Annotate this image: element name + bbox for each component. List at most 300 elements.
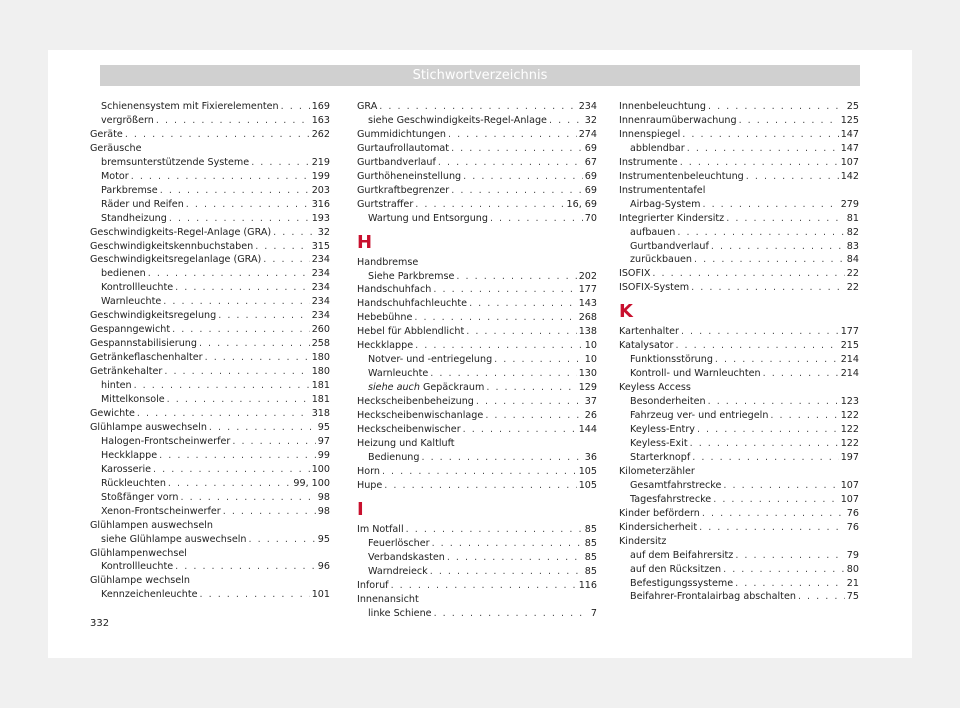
entry-label: Keyless-Entry (630, 424, 695, 436)
entry-page-ref: 76 (846, 521, 859, 533)
entry-page-ref: 26 (584, 410, 597, 422)
index-subentry (90, 198, 330, 212)
index-letter-heading: K (619, 301, 633, 323)
entry-page-ref: 138 (578, 326, 597, 338)
entry-prefix: siehe auch (368, 382, 420, 394)
entry-label: Getränkehalter (90, 366, 163, 378)
dot-leader (186, 198, 310, 212)
index-subentry (619, 493, 859, 507)
entry-label: siehe Geschwindigkeits-Regel-Anlage (368, 114, 547, 126)
entry-label: siehe Glühlampe auswechseln (101, 533, 247, 545)
dot-leader (469, 297, 577, 311)
entry-label: Gurtstraffer (357, 198, 414, 210)
dot-leader (476, 395, 583, 409)
dot-leader (448, 128, 577, 142)
index-subentry (90, 295, 330, 309)
index-subentry (90, 212, 330, 226)
entry-label: Heckscheibenbeheizung (357, 396, 474, 408)
entry-label: aufbauen (630, 226, 676, 238)
index-subentry (357, 381, 597, 395)
index-entry (357, 256, 597, 270)
entry-label: Im Notfall (357, 523, 404, 535)
index-subentry (357, 451, 597, 465)
dot-leader (148, 267, 310, 281)
dot-leader (415, 339, 583, 353)
entry-label: Feuerlöscher (368, 537, 430, 549)
entry-label: Besonderheiten (630, 396, 706, 408)
entry-label: Gurthöheneinstellung (357, 170, 462, 182)
entry-label: Glühlampen auswechseln (90, 519, 213, 531)
entry-label: Geräte (90, 128, 123, 140)
index-subentry (90, 435, 330, 449)
entry-page-ref: 279 (840, 198, 859, 210)
dot-leader (652, 267, 844, 281)
entry-label: Hebel für Abblendlicht (357, 326, 465, 338)
dot-leader (432, 537, 583, 551)
entry-page-ref: 69 (584, 170, 597, 182)
index-column-1 (90, 100, 330, 602)
entry-page-ref: 85 (584, 537, 597, 549)
dot-leader (255, 240, 310, 254)
entry-label: Katalysator (619, 340, 674, 352)
entry-page-ref: 215 (840, 340, 859, 352)
dot-leader (200, 588, 310, 602)
entry-label: Glühlampe auswechseln (90, 421, 207, 433)
index-entry (357, 479, 597, 493)
entry-label: Kilometerzähler (619, 465, 695, 477)
index-entry (619, 114, 859, 128)
index-entry (619, 521, 859, 535)
entry-label: Gurtkraftbegrenzer (357, 184, 450, 196)
index-entry (90, 519, 330, 533)
dot-leader (763, 367, 839, 381)
entry-label: Glühlampenwechsel (90, 547, 187, 559)
dot-leader (447, 551, 583, 565)
entry-page-ref: 99, 100 (293, 477, 330, 489)
entry-label: linke Schiene (368, 607, 432, 619)
index-subentry (90, 505, 330, 519)
index-subentry (357, 212, 597, 226)
index-subentry (619, 409, 859, 423)
index-subentry (619, 353, 859, 367)
entry-label: Integrierter Kindersitz (619, 212, 725, 224)
index-entry (619, 535, 859, 549)
index-subentry (619, 226, 859, 240)
entry-page-ref: 147 (840, 128, 859, 140)
entry-label: Kontrollleuchte (101, 282, 174, 294)
entry-label: Keyless-Exit (630, 437, 688, 449)
dot-leader (125, 128, 310, 142)
entry-page-ref: 116 (578, 579, 597, 591)
entry-page-ref: 181 (311, 394, 330, 406)
entry-label: Instrumente (619, 156, 678, 168)
dot-leader (691, 281, 845, 295)
entry-page-ref: 82 (846, 226, 859, 238)
entry-page-ref: 274 (578, 128, 597, 140)
entry-label: Gurtbandverlauf (630, 240, 709, 252)
entry-page-ref: 98 (317, 491, 330, 503)
dot-leader (690, 437, 839, 451)
entry-label: Geschwindigkeits-Regel-Anlage (GRA) (90, 226, 272, 238)
index-subentry (90, 533, 330, 547)
entry-label: Handschuhfach (357, 284, 432, 296)
entry-page-ref: 69 (584, 142, 597, 154)
dot-leader (384, 479, 576, 493)
dot-leader (434, 607, 589, 621)
entry-label: Halogen-Frontscheinwerfer (101, 435, 231, 447)
index-subentry (619, 563, 859, 577)
dot-leader (675, 339, 838, 353)
index-subentry (90, 588, 330, 602)
entry-page-ref: 214 (840, 368, 859, 380)
entry-page-ref: 177 (578, 284, 597, 296)
dot-leader (281, 100, 310, 114)
entry-label: Kindersitz (619, 535, 667, 547)
entry-label: Rückleuchten (101, 477, 166, 489)
entry-page-ref: 80 (846, 563, 859, 575)
dot-leader (175, 281, 310, 295)
dot-leader (699, 521, 845, 535)
entry-label: Fahrzeug ver- und entriegeln (630, 410, 769, 422)
entry-label: Kennzeichenleuchte (101, 589, 198, 601)
entry-label: Notver- und -entriegelung (368, 354, 493, 366)
index-column-2 (357, 100, 597, 620)
entry-label: Warndreieck (368, 565, 428, 577)
entry-page-ref: 268 (578, 312, 597, 324)
index-entry (90, 142, 330, 156)
dot-leader (379, 100, 576, 114)
entry-label: Gespannstabilisierung (90, 338, 197, 350)
entry-page-ref: 105 (578, 479, 597, 491)
index-subentry (619, 479, 859, 493)
entry-label (368, 381, 484, 395)
entry-page-ref: 130 (578, 368, 597, 380)
index-subentry (619, 253, 859, 267)
index-subentry (619, 437, 859, 451)
dot-leader (163, 295, 309, 309)
dot-leader (486, 381, 576, 395)
index-entry (90, 337, 330, 351)
index-subentry (619, 549, 859, 563)
index-entry (357, 437, 597, 451)
entry-label: Wartung und Entsorgung (368, 212, 488, 224)
index-entry (357, 128, 597, 142)
dot-leader (702, 507, 845, 521)
dot-leader (715, 353, 839, 367)
entry-label: Räder und Reifen (101, 198, 184, 210)
index-entry (90, 226, 330, 240)
entry-label: Motor (101, 170, 129, 182)
entry-page-ref: 234 (311, 282, 330, 294)
entry-page-ref: 100 (311, 463, 330, 475)
index-entry (90, 407, 330, 421)
index-subentry (619, 395, 859, 409)
entry-label: Handschuhfachleuchte (357, 298, 468, 310)
index-entry (90, 574, 330, 588)
index-subentry (619, 240, 859, 254)
entry-label: GRA (357, 101, 378, 112)
entry-page-ref: 199 (311, 170, 330, 182)
index-subentry (90, 100, 330, 114)
index-subentry (619, 142, 859, 156)
index-subentry (357, 551, 597, 565)
index-entry (357, 593, 597, 607)
entry-page-ref: 75 (846, 591, 859, 603)
entry-page-ref: 202 (578, 270, 597, 282)
entry-label: vergrößern (101, 114, 154, 126)
entry-label: Keyless Access (619, 382, 691, 394)
entry-label: Innenspiegel (619, 128, 681, 140)
entry-page-ref: 69 (584, 184, 597, 196)
entry-page-ref: 85 (584, 551, 597, 563)
entry-page-ref: 70 (584, 212, 597, 224)
index-subentry (619, 577, 859, 591)
entry-page-ref: 98 (317, 505, 330, 517)
entry-label: Geschwindigkeitsregelung (90, 310, 217, 322)
entry-page-ref: 181 (311, 380, 330, 392)
entry-label: Warnleuchte (368, 368, 429, 380)
entry-label: Gurtaufrollautomat (357, 142, 450, 154)
entry-label: abblendbar (630, 142, 685, 154)
dot-leader (697, 423, 839, 437)
entry-page-ref: 203 (311, 184, 330, 196)
entry-label: ISOFIX (619, 268, 651, 280)
index-entry (619, 100, 859, 114)
entry-page-ref: 234 (311, 254, 330, 266)
index-entry (619, 128, 859, 142)
index-subentry (90, 463, 330, 477)
index-subentry (90, 449, 330, 463)
index-entry (357, 156, 597, 170)
dot-leader (735, 549, 844, 563)
entry-page-ref: 107 (840, 493, 859, 505)
entry-label: Instrumententafel (619, 184, 706, 196)
index-entry (619, 507, 859, 521)
entry-page-ref: 32 (584, 114, 597, 126)
index-entry (619, 465, 859, 479)
entry-page-ref: 129 (578, 382, 597, 394)
index-subentry (90, 393, 330, 407)
dot-leader (153, 463, 310, 477)
dot-leader (708, 100, 845, 114)
dot-leader (723, 563, 845, 577)
entry-label: Geschwindigkeitsregelanlage (GRA) (90, 254, 262, 266)
entry-page-ref: 163 (311, 114, 330, 126)
dot-leader (711, 240, 845, 254)
dot-leader (687, 142, 839, 156)
index-letter-heading: I (357, 498, 364, 520)
entry-label: Instrumentenbeleuchtung (619, 170, 744, 182)
index-subentry (90, 379, 330, 393)
dot-leader (134, 379, 310, 393)
entry-page-ref: 234 (311, 296, 330, 308)
dot-leader (682, 128, 838, 142)
page-header: Stichwortverzeichnis (100, 65, 860, 86)
index-subentry (619, 367, 859, 381)
entry-page-ref: 125 (840, 114, 859, 126)
dot-leader (735, 577, 845, 591)
entry-page-ref: 180 (311, 352, 330, 364)
dot-leader (723, 479, 838, 493)
entry-label: Kindersicherheit (619, 521, 698, 533)
dot-leader (131, 170, 310, 184)
index-entry (90, 128, 330, 142)
dot-leader (415, 198, 564, 212)
entry-label: Siehe Parkbremse (368, 270, 455, 282)
dot-leader (137, 407, 310, 421)
dot-leader (156, 114, 310, 128)
index-entry (619, 267, 859, 281)
index-entry (357, 311, 597, 325)
entry-page-ref: 85 (584, 565, 597, 577)
index-entry (619, 170, 859, 184)
entry-page-ref: 81 (846, 212, 859, 224)
entry-page-ref: 32 (317, 226, 330, 238)
index-entry (90, 240, 330, 254)
entry-page-ref: 16, 69 (566, 198, 597, 210)
entry-page-ref: 122 (840, 437, 859, 449)
dot-leader (249, 533, 316, 547)
entry-page-ref: 79 (846, 549, 859, 561)
index-subentry (90, 477, 330, 491)
entry-label: Geräusche (90, 142, 142, 154)
index-entry (357, 409, 597, 423)
index-subentry (357, 607, 597, 621)
index-entry (619, 381, 859, 395)
entry-label: Hebebühne (357, 312, 413, 324)
index-subentry (90, 560, 330, 574)
entry-label: Xenon-Frontscheinwerfer (101, 505, 221, 517)
entry-label: Funktionsstörung (630, 354, 713, 366)
entry-page-ref: 197 (840, 451, 859, 463)
entry-page-ref: 315 (311, 240, 330, 252)
entry-label: Innenraumüberwachung (619, 114, 737, 126)
dot-leader (382, 465, 577, 479)
entry-label: ISOFIX-System (619, 282, 690, 294)
index-entry (619, 281, 859, 295)
entry-label: Gesamtfahrstrecke (630, 479, 722, 491)
index-subentry (619, 590, 859, 604)
index-entry (357, 100, 597, 114)
entry-label: Standheizung (101, 212, 167, 224)
entry-page-ref: 316 (311, 198, 330, 210)
entry-page-ref: 25 (846, 101, 859, 112)
index-subentry (90, 184, 330, 198)
dot-leader (164, 365, 309, 379)
dot-leader (263, 253, 309, 267)
entry-label: Glühlampe wechseln (90, 575, 190, 587)
index-entry (357, 423, 597, 437)
entry-label: Getränkeflaschenhalter (90, 352, 203, 364)
index-subentry (619, 198, 859, 212)
entry-label: Mittelkonsole (101, 394, 165, 406)
entry-label: Warnleuchte (101, 296, 162, 308)
dot-leader (414, 311, 576, 325)
entry-label: Starterknopf (630, 451, 691, 463)
dot-leader (181, 491, 316, 505)
index-entry (357, 523, 597, 537)
dot-leader (746, 170, 839, 184)
dot-leader (466, 325, 576, 339)
entry-page-ref: 169 (311, 101, 330, 112)
entry-label: Kontrollleuchte (101, 561, 174, 573)
index-entry (90, 547, 330, 561)
entry-page-ref: 105 (578, 465, 597, 477)
entry-page-ref: 219 (311, 156, 330, 168)
index-entry (357, 283, 597, 297)
entry-page-ref: 234 (311, 268, 330, 280)
entry-label: Beifahrer-Frontalairbag abschalten (630, 591, 796, 603)
entry-label: Parkbremse (101, 184, 158, 196)
index-subentry (357, 114, 597, 128)
dot-leader (430, 367, 576, 381)
index-entry (90, 421, 330, 435)
dot-leader (677, 226, 844, 240)
entry-label: Tagesfahrstrecke (630, 493, 712, 505)
index-subentry (90, 281, 330, 295)
index-entry (357, 339, 597, 353)
entry-page-ref: 107 (840, 479, 859, 491)
entry-label: Bedienung (368, 451, 420, 463)
index-entry (357, 142, 597, 156)
index-subentry (357, 270, 597, 284)
dot-leader (713, 493, 838, 507)
entry-page-ref: 101 (311, 589, 330, 601)
index-subentry (90, 170, 330, 184)
dot-leader (421, 451, 582, 465)
dot-leader (739, 114, 839, 128)
entry-label: zurückbauen (630, 254, 693, 266)
dot-leader (199, 337, 310, 351)
entry-page-ref: 147 (840, 142, 859, 154)
dot-leader (273, 226, 316, 240)
entry-page-ref: 123 (840, 396, 859, 408)
entry-label: Handbremse (357, 256, 419, 268)
entry-label: Heckklappe (357, 340, 414, 352)
entry-label: Gummidichtungen (357, 128, 446, 140)
dot-leader (167, 393, 310, 407)
index-entry (619, 212, 859, 226)
dot-leader (223, 505, 316, 519)
entry-page-ref: 180 (311, 366, 330, 378)
index-subentry (90, 114, 330, 128)
entry-page-ref: 144 (578, 424, 597, 436)
entry-page-ref: 95 (317, 421, 330, 433)
entry-page-ref: 122 (840, 424, 859, 436)
index-subentry (357, 537, 597, 551)
entry-label: Heckklappe (101, 449, 158, 461)
dot-leader (406, 523, 583, 537)
dot-leader (218, 309, 309, 323)
page-number: 332 (90, 618, 110, 629)
index-subentry (619, 423, 859, 437)
dot-leader (169, 212, 310, 226)
index-subentry (357, 367, 597, 381)
entry-page-ref: 97 (317, 435, 330, 447)
index-entry (357, 579, 597, 593)
index-subentry (90, 156, 330, 170)
entry-label: Gewichte (90, 407, 135, 419)
index-column-3 (619, 100, 859, 604)
entry-page-ref: 21 (846, 577, 859, 589)
entry-label: Schienensystem mit Fixierelementen (101, 101, 279, 112)
index-entry (90, 253, 330, 267)
index-entry (90, 323, 330, 337)
entry-page-ref: 96 (317, 561, 330, 573)
entry-page-ref: 67 (584, 156, 597, 168)
index-entry (357, 184, 597, 198)
index-entry (619, 156, 859, 170)
